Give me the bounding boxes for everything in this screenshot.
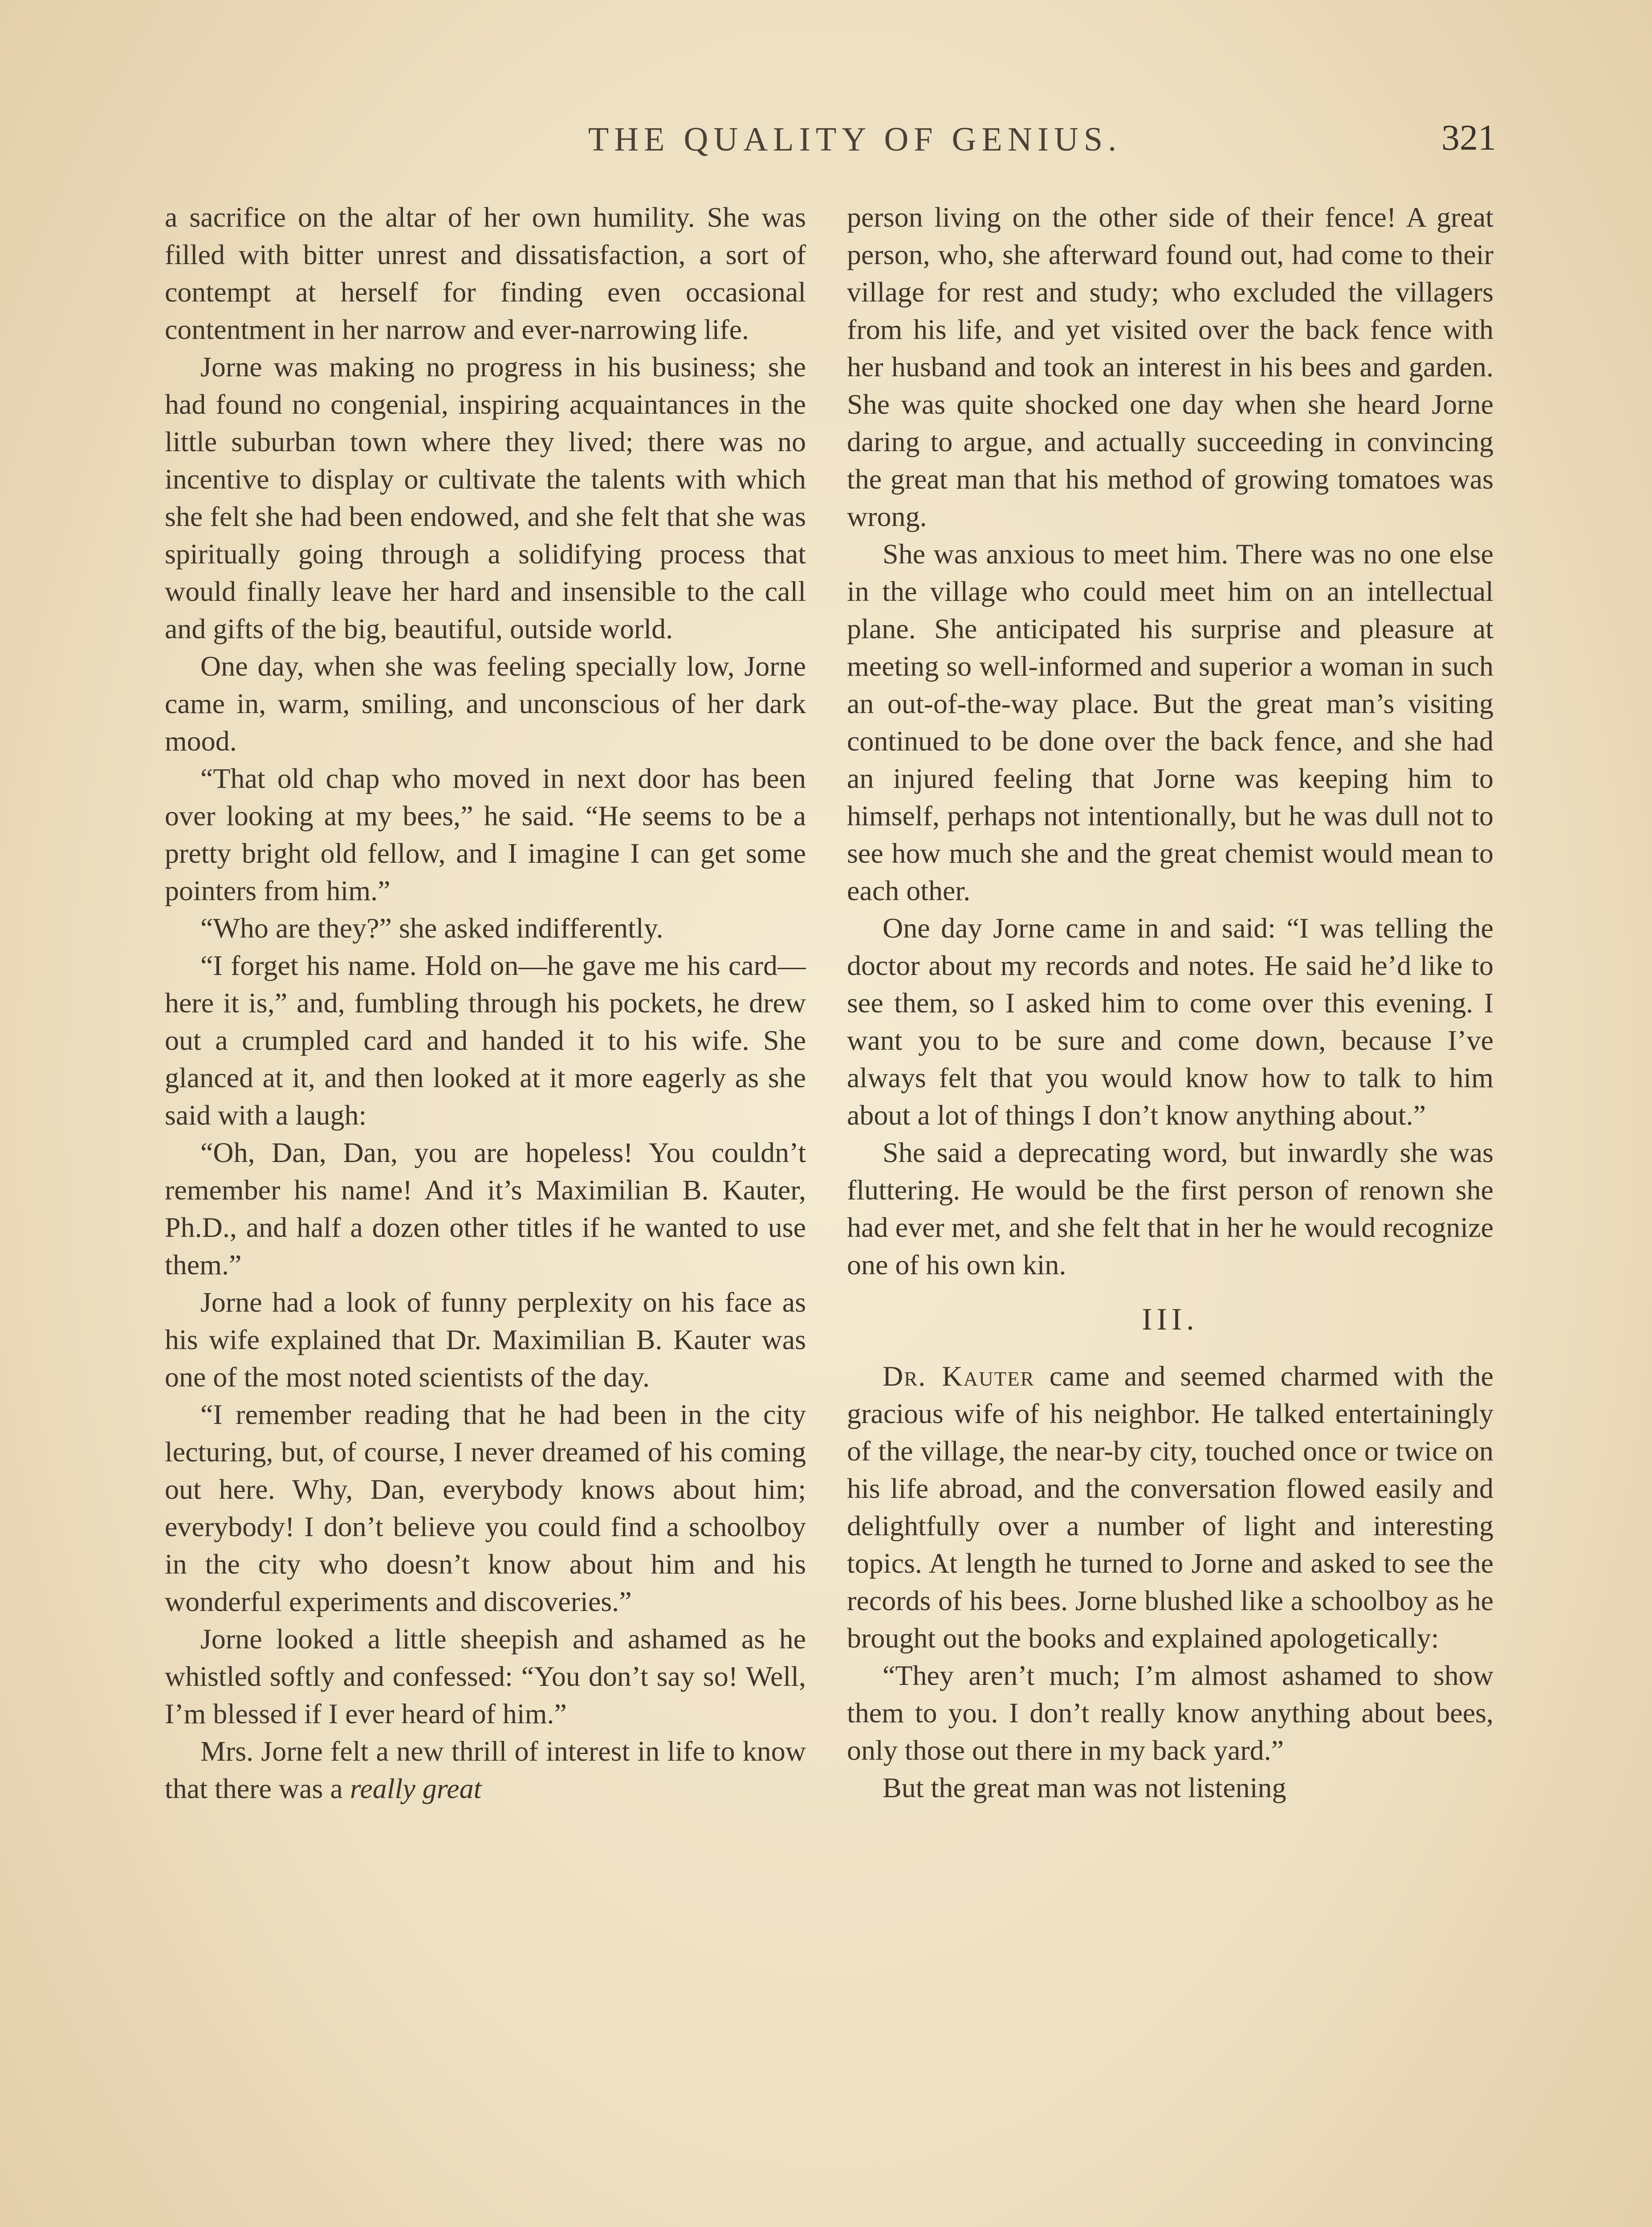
section-heading: III. <box>1142 1302 1199 1337</box>
paragraph: She said a deprecating word, but inwardly she was fluttering. He would be the first person of renown she had ever met, and she felt that in her he would recognize one of his own kin. <box>847 1137 1493 1281</box>
paragraph: “Who are they?” she asked indifferently. <box>200 912 663 944</box>
left-column <box>165 199 806 2227</box>
paragraph: “They aren’t much; I’m almost ashamed to show them to you. I don’t really know anything about bees, only those out there in my back yard.” <box>847 1660 1493 1766</box>
paragraph: “Oh, Dan, Dan, you are hopeless! You couldn’t remember his name! And it’s Maximilian B. Kauter, Ph.D., and half a dozen other titles if he wanted to use them.” <box>165 1137 806 1281</box>
page-number: 321 <box>1441 117 1496 158</box>
paragraph-text: Mrs. Jorne felt a new thrill of interest in life to know that there was a <box>165 1735 806 1804</box>
paragraph: Jorne looked a little sheepish and ashamed as he whistled softly and confessed: “You don’t say so! Well, I’m blessed if I ever heard of him.” <box>165 1623 806 1729</box>
right-column <box>847 199 1493 2227</box>
paragraph-text: came and seemed charmed with the gracious wife of his neighbor. He talked entertainingly of the village, the near-by city, touched once or twice on his life abroad, and the conversation flowed easily and delightfully over a number of light and interesting topics. At length he turned to Jorne and asked to see the records of his bees. Jorne blushed like a schoolboy as he brought out the books and explained apologetically: <box>847 1360 1493 1654</box>
paragraph: “I forget his name. Hold on—he gave me his card—here it is,” and, fumbling through his pockets, he drew out a crumpled card and handed it to his wife. She glanced at it, and then looked at it more eagerly as she said with a laugh: <box>165 950 806 1131</box>
paragraph: One day, when she was feeling specially low, Jorne came in, warm, smiling, and unconscious of her dark mood. <box>165 650 806 757</box>
paragraph <box>847 1358 1493 1657</box>
paragraph: Jorne had a look of funny perplexity on his face as his wife explained that Dr. Maximilian B. Kauter was one of the most noted scientists of the day. <box>165 1286 806 1393</box>
paragraph: “That old chap who moved in next door has been over looking at my bees,” he said. “He seems to be a pretty bright old fellow, and I imagine I can get some pointers from him.” <box>165 763 806 906</box>
paragraph <box>165 1733 806 1807</box>
paragraph: a sacrifice on the altar of her own humility. She was filled with bitter unrest and dissatisfaction, a sort of contempt at herself for finding even occasional contentment in her narrow and ever-narrowing life. <box>165 201 806 345</box>
emphasis: really great <box>350 1773 482 1804</box>
paragraph: “I remember reading that he had been in the city lecturing, but, of course, I never dreamed of his coming out here. Why, Dan, everybody knows about him; everybody! I don’t believe you could find a schoolboy in the city who doesn’t know about him and his wonderful experiments and discoveries.” <box>165 1399 806 1617</box>
paragraph: person living on the other side of their fence! A great person, who, she afterward found out, had come to their village for rest and study; who excluded the villagers from his life, and yet visited over the back fence with her husband and took an interest in his bees and garden. She was quite shocked one day when she heard Jorne daring to argue, and actually succeeding in convincing the great man that his method of growing tomatoes was wrong. <box>847 201 1493 532</box>
paragraph: One day Jorne came in and said: “I was telling the doctor about my records and notes. He said he’d like to see them, so I asked him to come over this evening. I want you to be sure and come down, because I’ve always felt that you would know how to talk to him about a lot of things I don’t know anything about.” <box>847 912 1493 1131</box>
paragraph: But the great man was not listening <box>883 1772 1286 1803</box>
paragraph: Jorne was making no progress in his business; she had found no congenial, inspiring acquaintances in the little suburban town where they lived; there was no incentive to display or cultivate the talents with which she felt she had been endowed, and she felt that she was spiritually going through a solidifying process that would finally leave her hard and insensible to the call and gifts of the big, beautiful, outside world. <box>165 351 806 644</box>
running-title: THE QUALITY OF GENIUS. <box>588 121 1122 158</box>
smallcaps-lead: Dr. Kauter <box>883 1360 1035 1392</box>
paragraph: She was anxious to meet him. There was no one else in the village who could meet him on an intellectual plane. She anticipated his surprise and pleasure at meeting so well-informed and superior a woman in such an out-of-the-way place. But the great man’s visiting continued to be done over the back fence, and she had an injured feeling that Jorne was keeping him to himself, perhaps not intentionally, but he was dull not to see how much she and the great chemist would mean to each other. <box>847 538 1493 906</box>
